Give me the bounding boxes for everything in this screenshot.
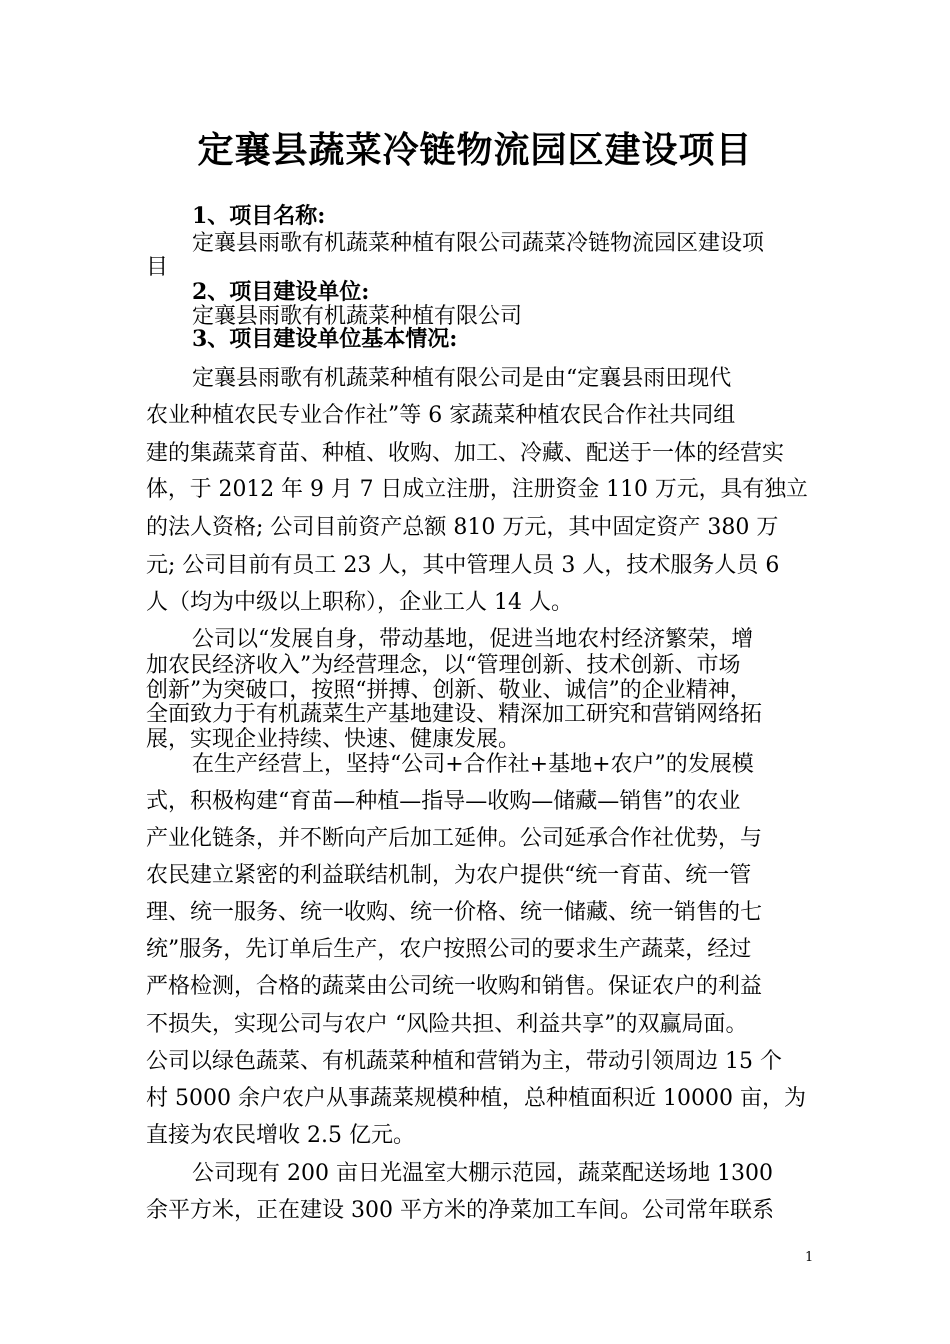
text-line: 不损失，实现公司与农户 “风险共担、利益共享”的双赢局面。 — [146, 1012, 748, 1037]
text-line: 式，积极构建“育苗—种植—指导—收购—储藏—销售”的农业 — [146, 789, 741, 814]
text-line: 展，实现企业持续、快速、健康发展。 — [146, 727, 521, 752]
text-line: 余平方米，正在建设 300 平方米的净菜加工车间。公司常年联系 — [146, 1198, 774, 1223]
text-line: 目 — [146, 255, 169, 280]
text-line: 公司以绿色蔬菜、有机蔬菜种植和营销为主，带动引领周边 15 个 — [146, 1049, 782, 1074]
section-heading-construction-unit: 2、项目建设单位: — [192, 279, 370, 305]
document-title: 定襄县蔬菜冷链物流园区建设项目 — [197, 129, 753, 171]
section-heading-unit-basic-info: 3、项目建设单位基本情况: — [192, 326, 458, 352]
text-line: 农民建立紧密的利益联结机制，为农户提供“统一育苗、统一管 — [146, 863, 752, 888]
text-line: 在生产经营上，坚持“公司+合作社+基地+农户”的发展模 — [192, 752, 754, 777]
text-line: 创新”为突破口，按照“拼搏、创新、敬业、诚信”的企业精神， — [146, 678, 752, 703]
text-line: 定襄县雨歌有机蔬菜种植有限公司蔬菜冷链物流园区建设项 — [192, 231, 765, 256]
text-line: 严格检测，合格的蔬菜由公司统一收购和销售。保证农户的利益 — [146, 974, 763, 999]
text-line: 人（均为中级以上职称），企业工人 14 人。 — [146, 590, 573, 615]
text-line: 公司以“发展自身，带动基地，促进当地农村经济繁荣，增 — [192, 627, 754, 652]
text-line: 直接为农民增收 2.5 亿元。 — [146, 1123, 415, 1148]
text-line: 统”服务，先订单后生产，农户按照公司的要求生产蔬菜，经过 — [146, 937, 752, 962]
text-line: 定襄县雨歌有机蔬菜种植有限公司是由“定襄县雨田现代 — [192, 366, 732, 391]
text-line: 产业化链条，并不断向产后加工延伸。公司延承合作社优势，与 — [146, 826, 763, 851]
text-line: 体，于 2012 年 9 月 7 日成立注册，注册资金 110 万元，具有独立 — [146, 477, 808, 502]
text-line: 村 5000 余户农户从事蔬菜规模种植，总种植面积近 10000 亩，为 — [146, 1086, 806, 1111]
text-line: 加农民经济收入”为经营理念，以“管理创新、技术创新、市场 — [146, 653, 741, 678]
text-line: 建的集蔬菜育苗、种植、收购、加工、冷藏、配送于一体的经营实 — [146, 441, 785, 466]
page-number: 1 — [805, 1250, 814, 1265]
text-line: 农业种植农民专业合作社”等 6 家蔬菜种植农民合作社共同组 — [146, 403, 736, 428]
text-line: 理、统一服务、统一收购、统一价格、统一储藏、统一销售的七 — [146, 900, 763, 925]
text-line: 元; 公司目前有员工 23 人，其中管理人员 3 人，技术服务人员 6 — [146, 553, 780, 578]
text-line: 定襄县雨歌有机蔬菜种植有限公司 — [192, 304, 523, 329]
text-line: 全面致力于有机蔬菜生产基地建设、精深加工研究和营销网络拓 — [146, 702, 763, 727]
section-heading-project-name: 1、项目名称: — [192, 203, 326, 229]
text-line: 公司现有 200 亩日光温室大棚示范园，蔬菜配送场地 1300 — [192, 1161, 773, 1186]
text-line: 的法人资格; 公司目前资产总额 810 万元，其中固定资产 380 万 — [146, 515, 779, 540]
